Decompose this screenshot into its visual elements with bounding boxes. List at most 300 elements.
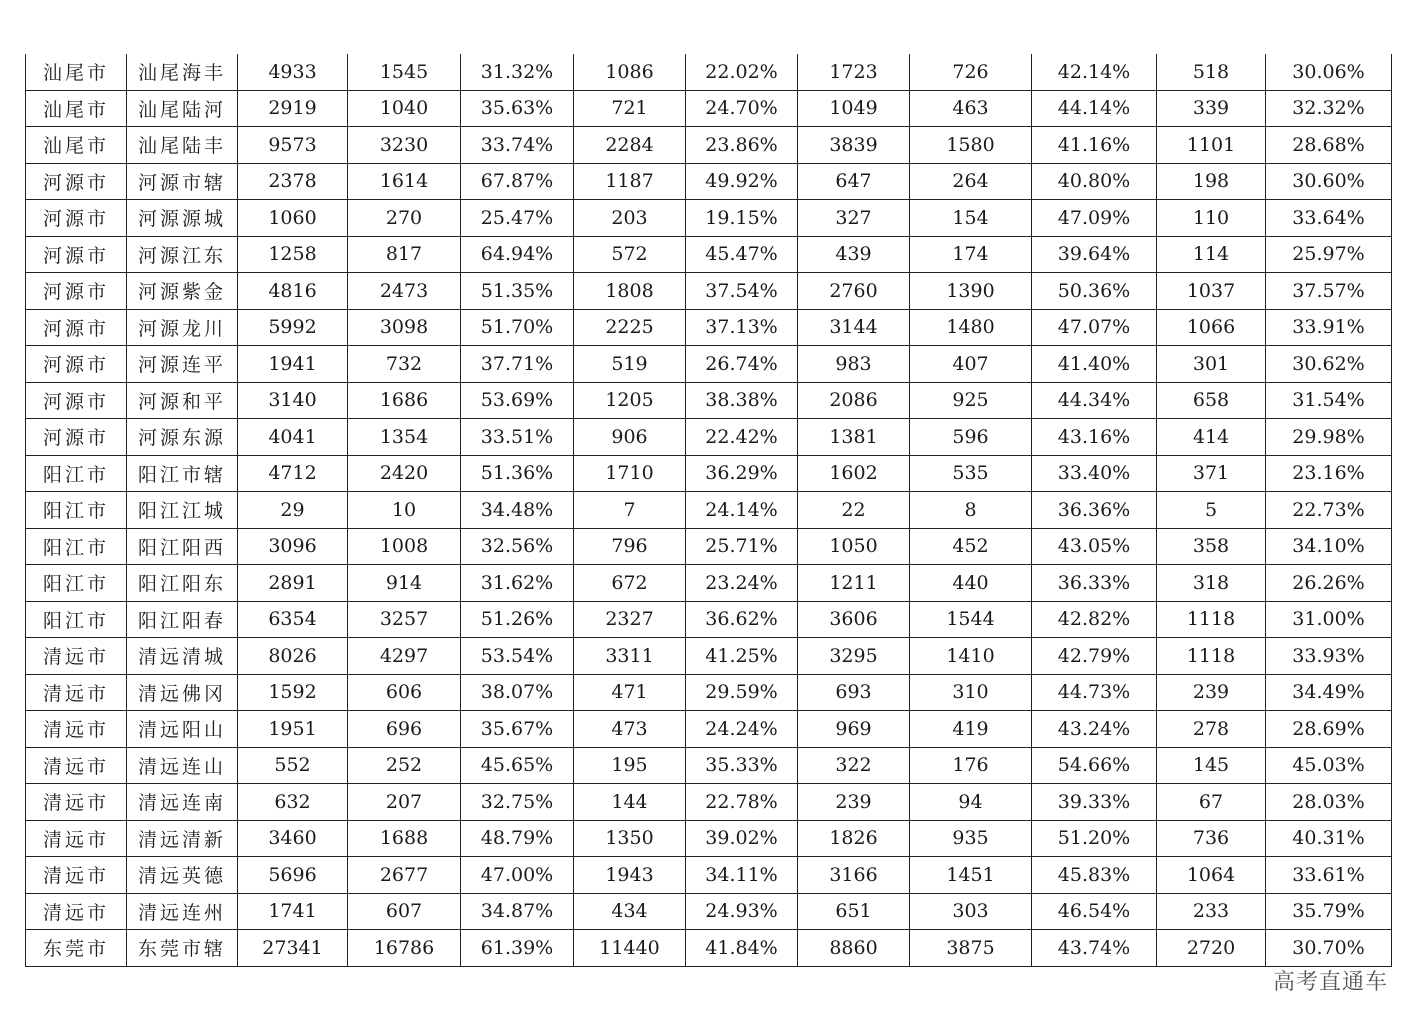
district-cell: 汕尾海丰 <box>127 54 238 90</box>
value-cell: 264 <box>910 163 1032 200</box>
district-cell: 阳江阳西 <box>127 528 238 565</box>
value-cell: 29.59% <box>686 674 798 711</box>
table-row <box>26 382 1392 419</box>
value-cell: 42.14% <box>1032 54 1157 90</box>
value-cell: 914 <box>348 565 461 602</box>
table-row <box>26 309 1392 346</box>
value-cell: 51.20% <box>1032 820 1157 857</box>
value-cell: 1410 <box>910 638 1032 675</box>
value-cell: 31.32% <box>461 54 574 90</box>
value-cell: 8 <box>910 492 1032 529</box>
value-cell: 817 <box>348 236 461 273</box>
value-cell: 1614 <box>348 163 461 200</box>
value-cell: 3460 <box>238 820 348 857</box>
value-cell: 419 <box>910 711 1032 748</box>
value-cell: 67 <box>1157 784 1266 821</box>
value-cell: 30.62% <box>1266 346 1392 383</box>
value-cell: 42.79% <box>1032 638 1157 675</box>
value-cell: 471 <box>574 674 686 711</box>
value-cell: 726 <box>910 54 1032 90</box>
value-cell: 145 <box>1157 747 1266 784</box>
value-cell: 51.70% <box>461 309 574 346</box>
value-cell: 31.00% <box>1266 601 1392 638</box>
value-cell: 11440 <box>574 930 686 967</box>
value-cell: 22.78% <box>686 784 798 821</box>
value-cell: 1688 <box>348 820 461 857</box>
value-cell: 36.33% <box>1032 565 1157 602</box>
table-row <box>26 893 1392 930</box>
table-body <box>26 54 1392 966</box>
value-cell: 10 <box>348 492 461 529</box>
value-cell: 207 <box>348 784 461 821</box>
value-cell: 31.54% <box>1266 382 1392 419</box>
district-cell: 河源连平 <box>127 346 238 383</box>
value-cell: 44.14% <box>1032 90 1157 127</box>
value-cell: 407 <box>910 346 1032 383</box>
district-cell: 河源源城 <box>127 200 238 237</box>
city-cell: 河源市 <box>26 236 127 273</box>
value-cell: 1451 <box>910 857 1032 894</box>
value-cell: 49.92% <box>686 163 798 200</box>
value-cell: 906 <box>574 419 686 456</box>
value-cell: 969 <box>798 711 910 748</box>
value-cell: 1211 <box>798 565 910 602</box>
table-row <box>26 492 1392 529</box>
value-cell: 519 <box>574 346 686 383</box>
value-cell: 339 <box>1157 90 1266 127</box>
value-cell: 30.60% <box>1266 163 1392 200</box>
value-cell: 51.26% <box>461 601 574 638</box>
value-cell: 1808 <box>574 273 686 310</box>
value-cell: 572 <box>574 236 686 273</box>
value-cell: 1390 <box>910 273 1032 310</box>
value-cell: 38.38% <box>686 382 798 419</box>
city-cell: 清远市 <box>26 747 127 784</box>
value-cell: 39.64% <box>1032 236 1157 273</box>
value-cell: 64.94% <box>461 236 574 273</box>
value-cell: 67.87% <box>461 163 574 200</box>
value-cell: 198 <box>1157 163 1266 200</box>
value-cell: 1580 <box>910 127 1032 164</box>
value-cell: 983 <box>798 346 910 383</box>
value-cell: 358 <box>1157 528 1266 565</box>
value-cell: 94 <box>910 784 1032 821</box>
value-cell: 22.73% <box>1266 492 1392 529</box>
table-row <box>26 674 1392 711</box>
value-cell: 33.74% <box>461 127 574 164</box>
value-cell: 270 <box>348 200 461 237</box>
value-cell: 34.49% <box>1266 674 1392 711</box>
value-cell: 3166 <box>798 857 910 894</box>
district-cell: 汕尾陆丰 <box>127 127 238 164</box>
value-cell: 440 <box>910 565 1032 602</box>
city-cell: 河源市 <box>26 309 127 346</box>
district-cell: 阳江市辖 <box>127 455 238 492</box>
table-row <box>26 127 1392 164</box>
value-cell: 25.47% <box>461 200 574 237</box>
value-cell: 721 <box>574 90 686 127</box>
table-row <box>26 528 1392 565</box>
district-cell: 阳江阳春 <box>127 601 238 638</box>
value-cell: 53.54% <box>461 638 574 675</box>
value-cell: 35.63% <box>461 90 574 127</box>
table-row <box>26 747 1392 784</box>
value-cell: 47.00% <box>461 857 574 894</box>
value-cell: 2760 <box>798 273 910 310</box>
value-cell: 2677 <box>348 857 461 894</box>
city-cell: 清远市 <box>26 893 127 930</box>
value-cell: 33.93% <box>1266 638 1392 675</box>
value-cell: 30.70% <box>1266 930 1392 967</box>
value-cell: 24.24% <box>686 711 798 748</box>
value-cell: 1544 <box>910 601 1032 638</box>
value-cell: 3096 <box>238 528 348 565</box>
value-cell: 4712 <box>238 455 348 492</box>
value-cell: 552 <box>238 747 348 784</box>
value-cell: 3098 <box>348 309 461 346</box>
value-cell: 1060 <box>238 200 348 237</box>
value-cell: 33.61% <box>1266 857 1392 894</box>
value-cell: 24.70% <box>686 90 798 127</box>
value-cell: 176 <box>910 747 1032 784</box>
table-row <box>26 601 1392 638</box>
value-cell: 43.05% <box>1032 528 1157 565</box>
value-cell: 51.35% <box>461 273 574 310</box>
value-cell: 22 <box>798 492 910 529</box>
value-cell: 48.79% <box>461 820 574 857</box>
table-row <box>26 820 1392 857</box>
city-cell: 阳江市 <box>26 455 127 492</box>
value-cell: 239 <box>798 784 910 821</box>
table-row <box>26 711 1392 748</box>
value-cell: 5696 <box>238 857 348 894</box>
value-cell: 463 <box>910 90 1032 127</box>
value-cell: 37.71% <box>461 346 574 383</box>
value-cell: 1187 <box>574 163 686 200</box>
value-cell: 439 <box>798 236 910 273</box>
district-cell: 清远连山 <box>127 747 238 784</box>
value-cell: 43.16% <box>1032 419 1157 456</box>
value-cell: 43.74% <box>1032 930 1157 967</box>
value-cell: 1951 <box>238 711 348 748</box>
value-cell: 114 <box>1157 236 1266 273</box>
city-cell: 汕尾市 <box>26 90 127 127</box>
value-cell: 28.03% <box>1266 784 1392 821</box>
table-row <box>26 90 1392 127</box>
value-cell: 51.36% <box>461 455 574 492</box>
value-cell: 318 <box>1157 565 1266 602</box>
value-cell: 25.71% <box>686 528 798 565</box>
value-cell: 22.42% <box>686 419 798 456</box>
value-cell: 303 <box>910 893 1032 930</box>
value-cell: 3311 <box>574 638 686 675</box>
value-cell: 1086 <box>574 54 686 90</box>
city-cell: 河源市 <box>26 200 127 237</box>
value-cell: 33.91% <box>1266 309 1392 346</box>
value-cell: 6354 <box>238 601 348 638</box>
table-row <box>26 200 1392 237</box>
value-cell: 37.54% <box>686 273 798 310</box>
value-cell: 1686 <box>348 382 461 419</box>
value-cell: 45.03% <box>1266 747 1392 784</box>
city-cell: 清远市 <box>26 711 127 748</box>
value-cell: 7 <box>574 492 686 529</box>
district-cell: 河源紫金 <box>127 273 238 310</box>
value-cell: 1941 <box>238 346 348 383</box>
value-cell: 42.82% <box>1032 601 1157 638</box>
value-cell: 1258 <box>238 236 348 273</box>
value-cell: 174 <box>910 236 1032 273</box>
value-cell: 45.83% <box>1032 857 1157 894</box>
value-cell: 310 <box>910 674 1032 711</box>
value-cell: 34.87% <box>461 893 574 930</box>
city-cell: 清远市 <box>26 857 127 894</box>
table-row <box>26 419 1392 456</box>
value-cell: 40.31% <box>1266 820 1392 857</box>
value-cell: 3140 <box>238 382 348 419</box>
value-cell: 32.32% <box>1266 90 1392 127</box>
table-row <box>26 273 1392 310</box>
value-cell: 3875 <box>910 930 1032 967</box>
city-cell: 汕尾市 <box>26 127 127 164</box>
value-cell: 34.48% <box>461 492 574 529</box>
value-cell: 535 <box>910 455 1032 492</box>
value-cell: 45.65% <box>461 747 574 784</box>
value-cell: 38.07% <box>461 674 574 711</box>
value-cell: 144 <box>574 784 686 821</box>
statistics-table <box>25 54 1392 967</box>
table-row <box>26 346 1392 383</box>
value-cell: 239 <box>1157 674 1266 711</box>
value-cell: 2473 <box>348 273 461 310</box>
value-cell: 2891 <box>238 565 348 602</box>
city-cell: 清远市 <box>26 820 127 857</box>
value-cell: 3839 <box>798 127 910 164</box>
value-cell: 34.10% <box>1266 528 1392 565</box>
value-cell: 1118 <box>1157 601 1266 638</box>
value-cell: 33.40% <box>1032 455 1157 492</box>
value-cell: 25.97% <box>1266 236 1392 273</box>
value-cell: 1205 <box>574 382 686 419</box>
value-cell: 23.86% <box>686 127 798 164</box>
value-cell: 252 <box>348 747 461 784</box>
table-row <box>26 930 1392 967</box>
value-cell: 606 <box>348 674 461 711</box>
value-cell: 1350 <box>574 820 686 857</box>
district-cell: 清远清新 <box>127 820 238 857</box>
value-cell: 1741 <box>238 893 348 930</box>
watermark-text: 高考直通车 <box>1272 970 1388 995</box>
value-cell: 47.09% <box>1032 200 1157 237</box>
value-cell: 1602 <box>798 455 910 492</box>
value-cell: 34.11% <box>686 857 798 894</box>
value-cell: 45.47% <box>686 236 798 273</box>
value-cell: 9573 <box>238 127 348 164</box>
value-cell: 925 <box>910 382 1032 419</box>
value-cell: 2284 <box>574 127 686 164</box>
district-cell: 河源和平 <box>127 382 238 419</box>
value-cell: 35.79% <box>1266 893 1392 930</box>
value-cell: 473 <box>574 711 686 748</box>
value-cell: 32.56% <box>461 528 574 565</box>
value-cell: 36.29% <box>686 455 798 492</box>
city-cell: 河源市 <box>26 273 127 310</box>
value-cell: 672 <box>574 565 686 602</box>
district-cell: 清远连南 <box>127 784 238 821</box>
value-cell: 44.34% <box>1032 382 1157 419</box>
value-cell: 4816 <box>238 273 348 310</box>
table-row <box>26 565 1392 602</box>
table-row <box>26 784 1392 821</box>
value-cell: 16786 <box>348 930 461 967</box>
value-cell: 647 <box>798 163 910 200</box>
value-cell: 3144 <box>798 309 910 346</box>
value-cell: 278 <box>1157 711 1266 748</box>
value-cell: 8860 <box>798 930 910 967</box>
district-cell: 河源市辖 <box>127 163 238 200</box>
value-cell: 61.39% <box>461 930 574 967</box>
value-cell: 33.64% <box>1266 200 1392 237</box>
value-cell: 110 <box>1157 200 1266 237</box>
value-cell: 24.93% <box>686 893 798 930</box>
city-cell: 河源市 <box>26 382 127 419</box>
value-cell: 1008 <box>348 528 461 565</box>
city-cell: 清远市 <box>26 638 127 675</box>
table-row <box>26 857 1392 894</box>
value-cell: 28.69% <box>1266 711 1392 748</box>
value-cell: 1064 <box>1157 857 1266 894</box>
value-cell: 4297 <box>348 638 461 675</box>
value-cell: 1592 <box>238 674 348 711</box>
value-cell: 41.40% <box>1032 346 1157 383</box>
value-cell: 632 <box>238 784 348 821</box>
value-cell: 322 <box>798 747 910 784</box>
value-cell: 596 <box>910 419 1032 456</box>
value-cell: 203 <box>574 200 686 237</box>
value-cell: 8026 <box>238 638 348 675</box>
value-cell: 1943 <box>574 857 686 894</box>
value-cell: 2086 <box>798 382 910 419</box>
value-cell: 39.33% <box>1032 784 1157 821</box>
value-cell: 736 <box>1157 820 1266 857</box>
district-cell: 清远连州 <box>127 893 238 930</box>
value-cell: 1050 <box>798 528 910 565</box>
city-cell: 汕尾市 <box>26 54 127 90</box>
value-cell: 36.62% <box>686 601 798 638</box>
district-cell: 东莞市辖 <box>127 930 238 967</box>
value-cell: 1826 <box>798 820 910 857</box>
value-cell: 41.16% <box>1032 127 1157 164</box>
value-cell: 452 <box>910 528 1032 565</box>
value-cell: 1049 <box>798 90 910 127</box>
value-cell: 1480 <box>910 309 1032 346</box>
value-cell: 518 <box>1157 54 1266 90</box>
value-cell: 1040 <box>348 90 461 127</box>
value-cell: 195 <box>574 747 686 784</box>
value-cell: 32.75% <box>461 784 574 821</box>
district-cell: 汕尾陆河 <box>127 90 238 127</box>
value-cell: 26.26% <box>1266 565 1392 602</box>
value-cell: 23.16% <box>1266 455 1392 492</box>
table-row <box>26 163 1392 200</box>
value-cell: 2919 <box>238 90 348 127</box>
value-cell: 1066 <box>1157 309 1266 346</box>
value-cell: 327 <box>798 200 910 237</box>
value-cell: 31.62% <box>461 565 574 602</box>
value-cell: 1118 <box>1157 638 1266 675</box>
value-cell: 35.67% <box>461 711 574 748</box>
value-cell: 4041 <box>238 419 348 456</box>
value-cell: 233 <box>1157 893 1266 930</box>
value-cell: 19.15% <box>686 200 798 237</box>
value-cell: 935 <box>910 820 1032 857</box>
city-cell: 清远市 <box>26 674 127 711</box>
value-cell: 1037 <box>1157 273 1266 310</box>
city-cell: 阳江市 <box>26 492 127 529</box>
table-row <box>26 455 1392 492</box>
value-cell: 40.80% <box>1032 163 1157 200</box>
city-cell: 清远市 <box>26 784 127 821</box>
value-cell: 54.66% <box>1032 747 1157 784</box>
value-cell: 41.84% <box>686 930 798 967</box>
city-cell: 阳江市 <box>26 601 127 638</box>
value-cell: 414 <box>1157 419 1266 456</box>
value-cell: 3257 <box>348 601 461 638</box>
value-cell: 24.14% <box>686 492 798 529</box>
value-cell: 29 <box>238 492 348 529</box>
value-cell: 1545 <box>348 54 461 90</box>
table-row <box>26 638 1392 675</box>
value-cell: 37.57% <box>1266 273 1392 310</box>
value-cell: 50.36% <box>1032 273 1157 310</box>
value-cell: 47.07% <box>1032 309 1157 346</box>
value-cell: 2420 <box>348 455 461 492</box>
value-cell: 22.02% <box>686 54 798 90</box>
district-cell: 阳江江城 <box>127 492 238 529</box>
city-cell: 阳江市 <box>26 528 127 565</box>
value-cell: 43.24% <box>1032 711 1157 748</box>
value-cell: 696 <box>348 711 461 748</box>
district-cell: 清远清城 <box>127 638 238 675</box>
value-cell: 30.06% <box>1266 54 1392 90</box>
city-cell: 河源市 <box>26 346 127 383</box>
value-cell: 301 <box>1157 346 1266 383</box>
value-cell: 1381 <box>798 419 910 456</box>
value-cell: 1710 <box>574 455 686 492</box>
value-cell: 3606 <box>798 601 910 638</box>
value-cell: 5992 <box>238 309 348 346</box>
value-cell: 693 <box>798 674 910 711</box>
city-cell: 河源市 <box>26 419 127 456</box>
value-cell: 1354 <box>348 419 461 456</box>
value-cell: 434 <box>574 893 686 930</box>
district-cell: 河源东源 <box>127 419 238 456</box>
value-cell: 3230 <box>348 127 461 164</box>
value-cell: 37.13% <box>686 309 798 346</box>
value-cell: 26.74% <box>686 346 798 383</box>
district-cell: 清远阳山 <box>127 711 238 748</box>
value-cell: 5 <box>1157 492 1266 529</box>
value-cell: 4933 <box>238 54 348 90</box>
value-cell: 29.98% <box>1266 419 1392 456</box>
value-cell: 1723 <box>798 54 910 90</box>
value-cell: 36.36% <box>1032 492 1157 529</box>
value-cell: 2327 <box>574 601 686 638</box>
value-cell: 3295 <box>798 638 910 675</box>
value-cell: 28.68% <box>1266 127 1392 164</box>
district-cell: 河源龙川 <box>127 309 238 346</box>
value-cell: 154 <box>910 200 1032 237</box>
